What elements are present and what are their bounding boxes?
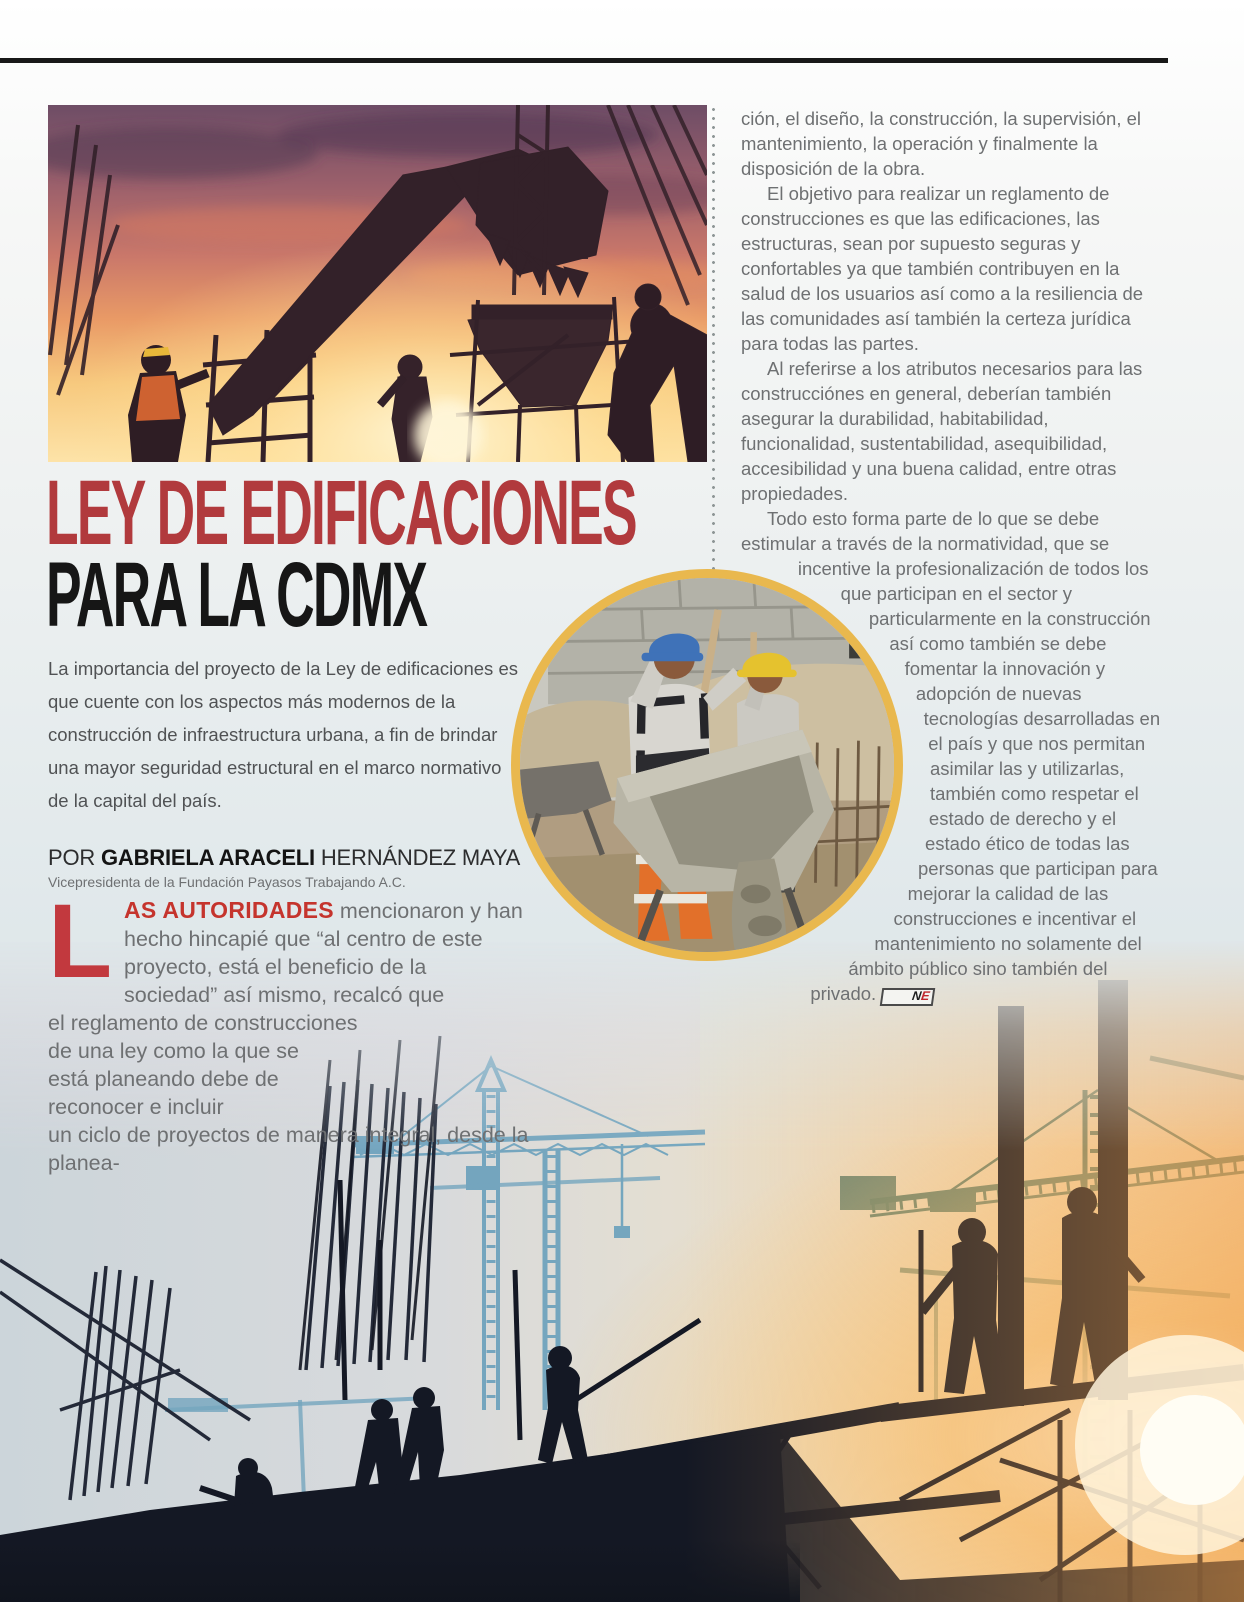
column-divider-dotted (712, 108, 715, 602)
lead-paragraph: LAS AUTORIDADES mencionaron y han hecho hincapié que “al centro de este proyecto, está el beneficio de la sociedad” así mismo, recalcó que el reglamento de construcciones de una ley como la que se está planeando debe de reconocer e incluir un ciclo de proyectos de manera integral, desde la planea- (48, 883, 529, 1175)
byline (48, 845, 520, 871)
byline-author-bold: GABRIELA ARACELI (101, 845, 315, 870)
paragraph: Al referirse a los atributos necesarios para las construcciónes en general, deberían también asegurar la durabilidad, habitabilidad, funcionalidad, sustentabilidad, asequibilidad, accesibilidad y una buena calidad, entre otras propiedades. (741, 358, 1143, 504)
paragraph-wrapping-circle: Todo esto forma parte de lo que se debe estimular a través de la normatividad, que se incentive la profesionalización de todos los que participan en el sector y particularmente en la construcción así como también se debe fomentar la innovación y adopción de nuevas tecnologías desarrolladas en el país y que nos permitan asimilar las y utilizarlas, también como respetar el estado de derecho y el estado ético de todas las personas que participan para mejorar la calidad de las construcciones e incentivar el mantenimiento no solamente del ámbito público sino también del privado. NE (741, 508, 1161, 1004)
workers-concrete-circle-photo (511, 569, 903, 961)
paragraph: ción, el diseño, la construcción, la supervisión, el mantenimiento, la operación y finalmente la disposición de la obra. (741, 108, 1142, 179)
construction-sunset-photo (48, 105, 707, 462)
headline (46, 462, 636, 646)
magazine-end-mark: NE (880, 988, 936, 1006)
byline-role: Vicepresidenta de la Fundación Payasos Trabajando A.C. (48, 874, 406, 890)
article-left-column (48, 883, 530, 1177)
byline-author-rest: HERNÁNDEZ MAYA (314, 845, 521, 870)
standfirst: La importancia del proyecto de la Ley de edificaciones es que cuente con los aspectos más modernos de la construcción de infraestructura urbana, a fin de brindar una mayor seguridad estructural en el marco normativo de la capital del país. (48, 658, 518, 811)
drop-cap: L (48, 883, 113, 1000)
lead-in-phrase: AS AUTORIDADES (124, 897, 334, 923)
byline-prefix: POR (48, 845, 101, 870)
headline-line1: LEY DE EDIFICACIONES (46, 462, 636, 564)
paragraph: El objetivo para realizar un reglamento de construcciones es que las edificaciones, las estructuras, sean por supuesto seguras y confortables ya que también contribuyen en la salud de los usuarios así como a la resiliencia de las comunidades así también la certeza jurídica para todas las partes. (741, 183, 1144, 354)
headline-line2: PARA LA CDMX (46, 544, 427, 646)
top-rule-divider (0, 58, 1168, 63)
